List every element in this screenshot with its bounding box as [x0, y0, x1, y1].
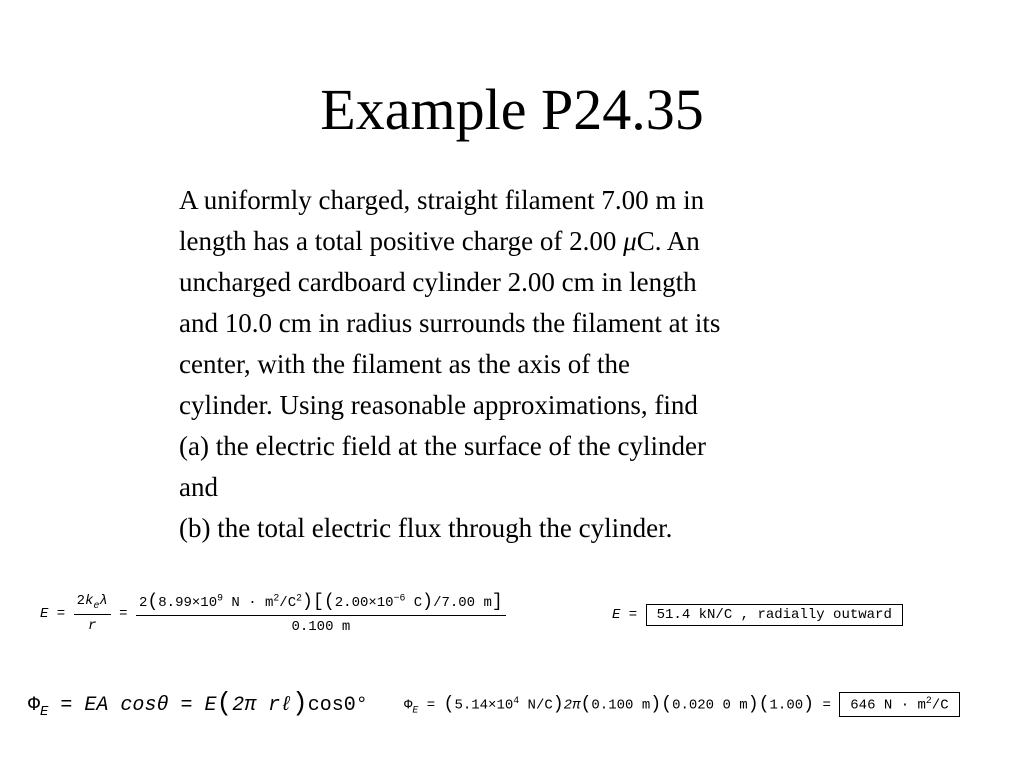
eq2-lhs: E = [612, 607, 638, 623]
problem-line: uncharged cardboard cylinder 2.00 cm in length [179, 267, 697, 297]
left-paren: ( [443, 694, 455, 715]
field-result [612, 604, 903, 626]
right-bracket: ] [491, 592, 503, 612]
right-paren: ) [292, 688, 308, 718]
eq3-paren-inner: 2π rℓ [232, 694, 293, 717]
problem-line: cylinder. Using reasonable approximations, find [179, 390, 698, 420]
eq1-unit-coulomb: C [405, 595, 423, 611]
eq3-body: = EA cosθ = E [48, 694, 217, 717]
eq1-f1-den: r [87, 617, 97, 634]
problem-line: and [179, 472, 218, 502]
eq1-f2-den: 0.100 m [291, 619, 351, 635]
left-paren: ( [580, 694, 592, 715]
mu-symbol: μ [623, 226, 637, 256]
eq3-tail: cos0° [307, 694, 368, 717]
eq1-lambda: λ [99, 593, 108, 610]
right-paren: ) [650, 694, 662, 715]
eq1-coulomb-const: 8.99×10 [158, 595, 218, 611]
eq4-radius: 0.100 m [591, 697, 651, 714]
eq1-exp: 2 [296, 592, 302, 604]
eq1-exp: 2 [273, 592, 280, 604]
flux-equation-numeric [404, 692, 960, 717]
problem-statement [179, 180, 879, 549]
eq4-equals: = [814, 697, 840, 714]
problem-line: (b) the total electric flux through the cylinder. [179, 513, 673, 543]
eq1-fraction-numeric [136, 592, 506, 635]
eq1-length: /7.00 m [433, 595, 492, 611]
problem-line: and 10.0 cm in radius surrounds the filament at its [179, 308, 721, 338]
problem-line: A uniformly charged, straight filament 7.00 m in [179, 185, 705, 215]
eq1-coef: 2 [76, 593, 86, 610]
right-paren: ) [803, 694, 815, 715]
left-paren: ( [216, 688, 233, 718]
field-equation [40, 592, 506, 635]
eq4-two-pi: 2π [563, 697, 581, 714]
eq1-exp: 9 [217, 592, 223, 604]
eq1-unit-c: /C [279, 595, 297, 611]
eq4-cos: 1.00 [769, 697, 804, 714]
flux-result-exp: 2 [925, 695, 932, 706]
left-bracket: [ [312, 592, 324, 612]
problem-line [179, 221, 879, 262]
slide-title: Example P24.35 [320, 77, 704, 142]
eq1-f2-num [136, 592, 506, 616]
left-paren: ( [661, 694, 673, 715]
flux-result-box [839, 692, 959, 717]
left-paren: ( [147, 592, 159, 612]
flux-result-value: 646 N · m [850, 697, 926, 714]
eq1-equals: = [119, 606, 128, 623]
left-paren: ( [323, 592, 335, 612]
eq1-k: k [85, 593, 94, 610]
right-paren: ) [552, 694, 564, 715]
phi-symbol: Φ [28, 694, 41, 717]
eq4-exp: 4 [513, 695, 520, 706]
eq1-f1-num [74, 593, 111, 615]
field-result-box: 51.4 kN/C , radially outward [646, 604, 903, 626]
eq1-fraction-symbolic [74, 593, 111, 634]
eq1-exp: −6 [393, 592, 406, 604]
phi-sub: E [412, 704, 419, 716]
right-paren: ) [747, 694, 759, 715]
eq4-length: 0.020 0 m [672, 697, 748, 714]
flux-equation-symbolic [28, 688, 368, 720]
problem-line-text: length has a total positive charge of 2.00 [179, 226, 624, 256]
flux-result-unit: /C [931, 697, 949, 714]
eq1-k-sub: e [93, 599, 100, 611]
problem-line: center, with the filament as the axis of the [179, 349, 631, 379]
eq4-field-unit: N/C [519, 697, 553, 714]
right-paren: ) [302, 592, 313, 612]
left-paren: ( [758, 694, 770, 715]
eq1-lhs: E = [40, 606, 66, 623]
eq1-unit-nm: N · m [222, 595, 274, 611]
phi-symbol: Φ [404, 697, 413, 714]
problem-line-end: C. An [636, 226, 700, 256]
eq4-field: 5.14×10 [454, 697, 514, 714]
problem-line: (a) the electric field at the surface of the cylinder [179, 431, 706, 461]
right-paren: ) [422, 592, 434, 612]
eq1-two: 2 [138, 595, 148, 611]
eq1-charge: 2.00×10 [334, 595, 394, 611]
phi-sub: E [40, 704, 49, 720]
eq4-equals: = [418, 697, 444, 714]
